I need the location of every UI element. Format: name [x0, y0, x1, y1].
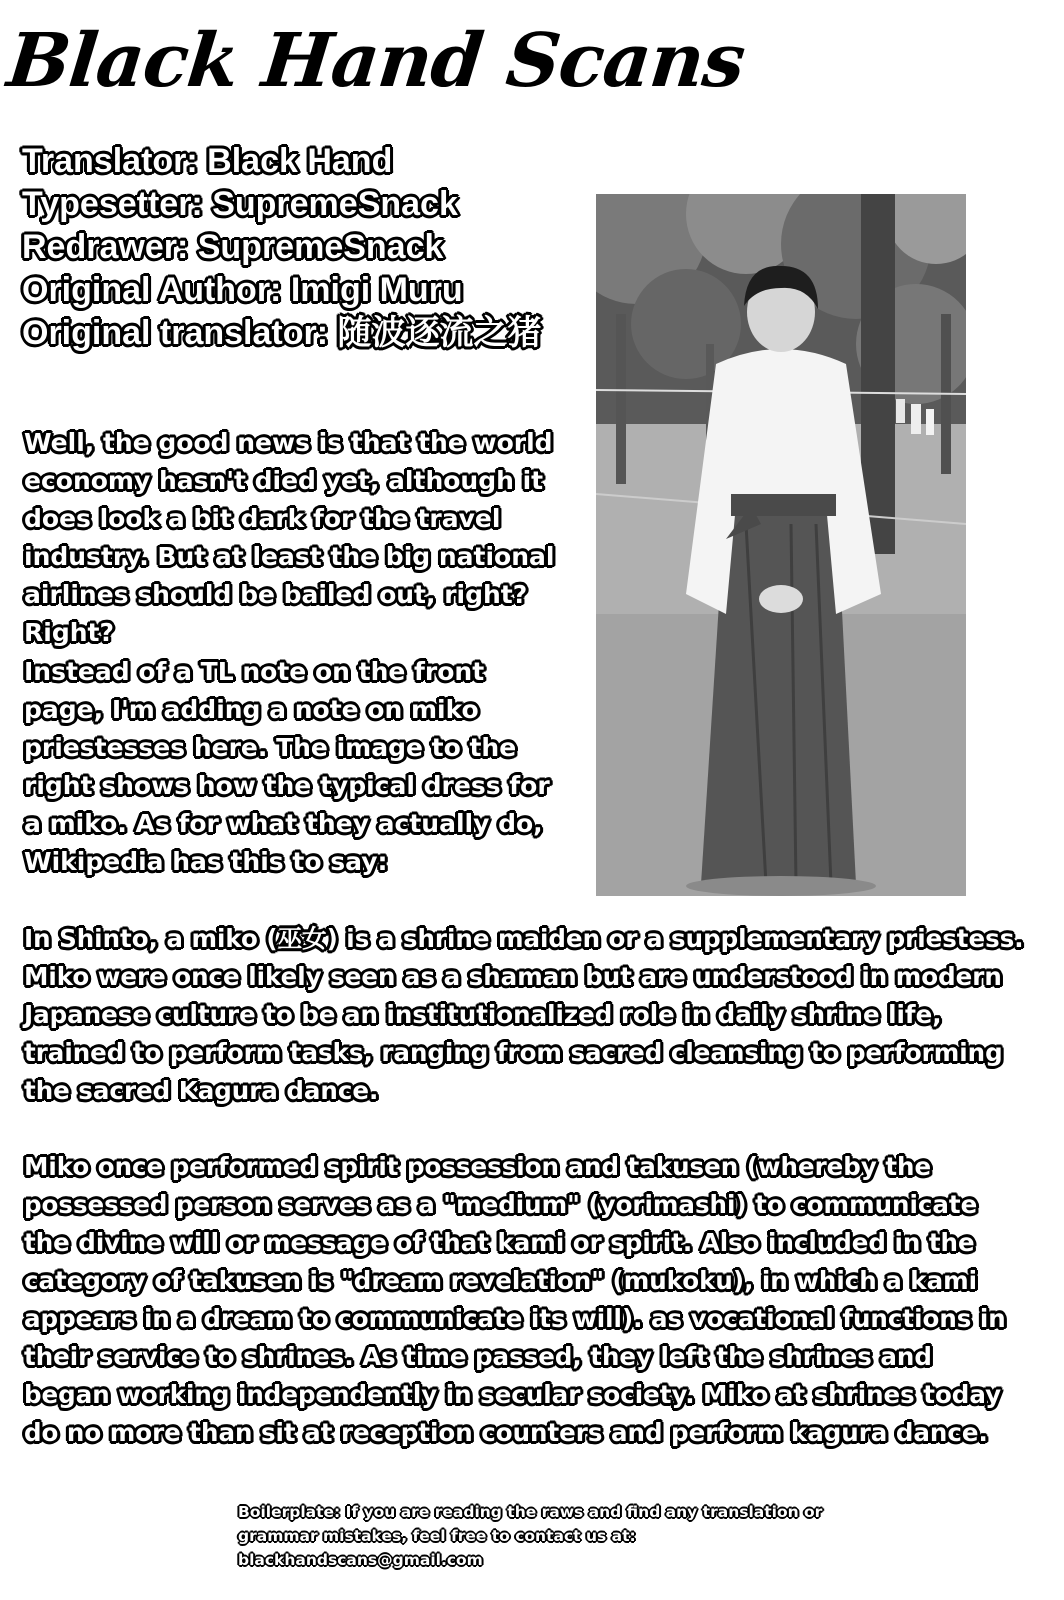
credit-original-author: Original Author: Imigi Muru: [22, 271, 463, 309]
wikipedia-quote-1: In Shinto, a miko (巫女) is a shrine maiden or a supplementary priestess. Miko were once likely seen as a shaman but are understood in modern Japanese culture to be an institutionalized role in daily shrine life, trained to perform tasks, ranging from sacred cleansing to performing the sacred Kagura dance.: [24, 924, 1024, 1105]
wikipedia-quote-2: Miko once performed spirit possession and takusen (whereby the possessed person serves as a "medium" (yorimashi) to communicate the divine will or message of that kami or spirit. Also included in the category of takusen is "dream revelation" (mukoku), in which a kami appears in a dream to communicate its will). as vocational functions in their service to shrines. As time passed, they left the shrines and began working independently in secular society. Miko at shrines today do no more than sit at reception counters and perform kagura dance.: [24, 1152, 1006, 1447]
credit-redrawer: Redrawer: SupremeSnack: [22, 228, 444, 266]
miko-photo: [596, 194, 966, 896]
miko-note-paragraph: Instead of a TL note on the front page, I'm adding a note on miko priestesses here. The image to the right shows how the typical dress for a miko. As for what they actually do, Wikipedia has this to say:: [24, 657, 550, 876]
credits-list: [22, 140, 582, 355]
boilerplate-contact: Boilerplate: If you are reading the raws and find any translation or grammar mistakes, feel free to contact us at: blackhandscans@gmail.com: [238, 1503, 823, 1569]
credit-original-translator: Original translator: 随波逐流之猪: [22, 314, 542, 352]
credit-typesetter: Typesetter: SupremeSnack: [22, 185, 458, 223]
scanlation-logo: Black Hand Scans: [3, 18, 749, 104]
credit-translator: Translator: Black Hand: [22, 142, 393, 180]
intro-paragraph: Well, the good news is that the world economy hasn't died yet, although it does look a bit dark for the travel industry. But at least the big national airlines should be bailed out, right? Right?: [24, 428, 555, 647]
